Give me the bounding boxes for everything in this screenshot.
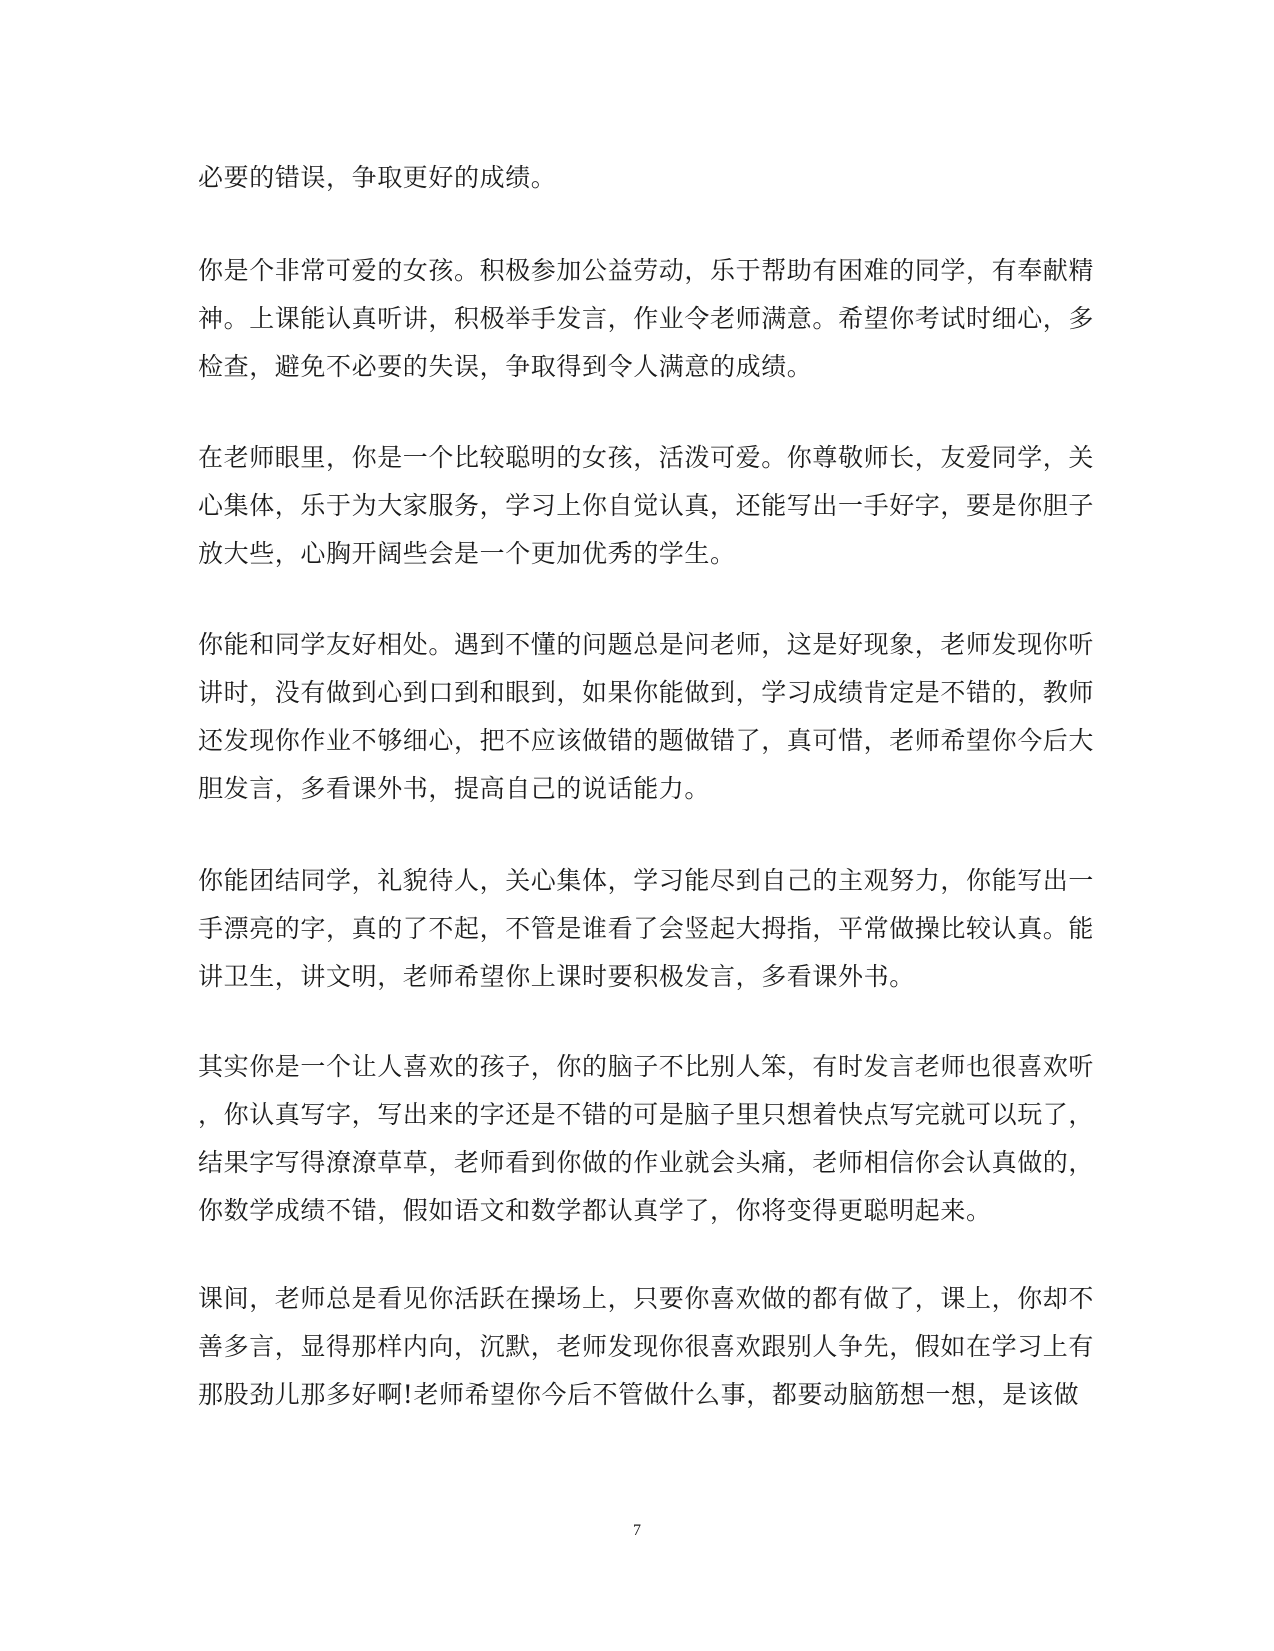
paragraph-line: 在老师眼里，你是一个比较聪明的女孩，活泼可爱。你尊敬师长，友爱同学，关	[198, 443, 1095, 472]
paragraph-line: 课间，老师总是看见你活跃在操场上，只要你喜欢做的都有做了，课上，你却不	[198, 1284, 1095, 1313]
page-number: 7	[633, 1522, 641, 1539]
paragraph-line: 讲卫生，讲文明，老师希望你上课时要积极发言，多看课外书。	[198, 962, 915, 991]
paragraph-line: 善多言，显得那样内向，沉默，老师发现你很喜欢跟别人争先，假如在学习上有	[198, 1332, 1095, 1361]
paragraph-line: 你能团结同学，礼貌待人，关心集体，学习能尽到自己的主观努力，你能写出一	[198, 866, 1095, 895]
paragraph-line: 那股劲儿那多好啊!老师希望你今后不管做什么事，都要动脑筋想一想，是该做	[198, 1380, 1080, 1409]
paragraph-line: 结果字写得潦潦草草，老师看到你做的作业就会头痛，老师相信你会认真做的，	[198, 1148, 1095, 1177]
paragraph-line: ，你认真写字，写出来的字还是不错的可是脑子里只想着快点写完就可以玩了，	[198, 1100, 1095, 1129]
paragraph-line: 必要的错误，争取更好的成绩。	[198, 163, 557, 192]
paragraph-1	[198, 154, 1078, 202]
paragraph-4	[198, 621, 1095, 813]
paragraph-3	[198, 434, 1095, 578]
paragraph-line: 放大些，心胸开阔些会是一个更加优秀的学生。	[198, 539, 736, 568]
paragraph-line: 检查，避免不必要的失误，争取得到令人满意的成绩。	[198, 352, 813, 381]
paragraph-2	[198, 247, 1095, 391]
paragraph-line: 心集体，乐于为大家服务，学习上你自觉认真，还能写出一手好字，要是你胆子	[198, 491, 1095, 520]
paragraph-6	[198, 1043, 1095, 1235]
paragraph-5	[198, 857, 1095, 1001]
paragraph-line: 手漂亮的字，真的了不起，不管是谁看了会竖起大拇指，平常做操比较认真。能	[198, 914, 1095, 943]
paragraph-line: 你是个非常可爱的女孩。积极参加公益劳动，乐于帮助有困难的同学，有奉献精	[198, 256, 1095, 285]
paragraph-line: 你能和同学友好相处。遇到不懂的问题总是问老师，这是好现象，老师发现你听	[198, 630, 1095, 659]
paragraph-line: 其实你是一个让人喜欢的孩子，你的脑子不比别人笨，有时发言老师也很喜欢听	[198, 1052, 1095, 1081]
paragraph-line: 神。上课能认真听讲，积极举手发言，作业令老师满意。希望你考试时细心，多	[198, 304, 1095, 333]
paragraph-7	[198, 1275, 1095, 1419]
paragraph-line: 胆发言，多看课外书，提高自己的说话能力。	[198, 774, 711, 803]
paragraph-line: 还发现你作业不够细心，把不应该做错的题做错了，真可惜，老师希望你今后大	[198, 726, 1095, 755]
paragraph-line: 你数学成绩不错，假如语文和数学都认真学了，你将变得更聪明起来。	[198, 1196, 992, 1225]
paragraph-line: 讲时，没有做到心到口到和眼到，如果你能做到，学习成绩肯定是不错的，教师	[198, 678, 1095, 707]
